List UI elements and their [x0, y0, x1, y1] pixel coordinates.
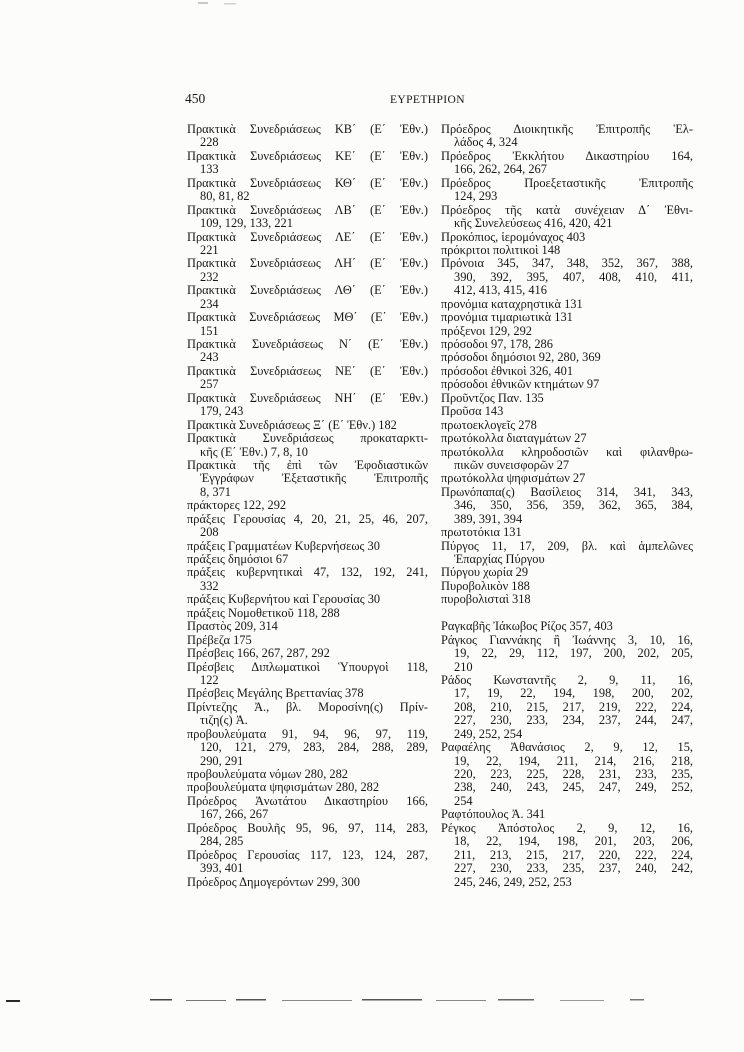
- entry-heading-line: Πρακτικὰ Συνεδριάσεως προκαταρκτι-: [187, 431, 428, 446]
- entry-continuation-line: λάδος 4, 324: [454, 135, 518, 150]
- entry-continuation-line: 389, 391, 394: [454, 511, 523, 526]
- index-section: [441, 620, 693, 889]
- entry-continuation-line: 412, 413, 415, 416: [454, 283, 547, 298]
- entry-heading-line: Πρόεδρος Ἐκκλήτου Δικαστηρίου 164,: [441, 148, 693, 163]
- entry-continuation-line: 133: [200, 162, 219, 177]
- index-entry: [441, 526, 693, 539]
- index-entry: [187, 540, 428, 553]
- entry-heading-line: Πύργου χωρία 29: [441, 565, 529, 580]
- entry-heading-line: Πρίντεζης Ἀ., βλ. Μοροσίνη(ς) Πρίν-: [187, 699, 428, 714]
- entry-continuation-line: 290, 291: [200, 753, 244, 768]
- entry-continuation-line: 151: [200, 323, 219, 338]
- index-section: [441, 123, 693, 607]
- entry-heading-line: πράξεις κυβερνητικαὶ 47, 132, 192, 241,: [187, 565, 428, 580]
- index-entry: [441, 392, 693, 405]
- entry-continuation-line: 208: [200, 525, 219, 540]
- index-entry: [441, 674, 693, 741]
- entry-heading-line: προβουλεύματα νόμων 280, 282: [187, 767, 348, 781]
- index-entry: [187, 392, 428, 419]
- entry-continuation-line: 211, 213, 215, 217, 220, 222, 224,: [454, 847, 693, 862]
- entry-heading-line: Πρακτικὰ Συνεδριάσεως ΛΕ΄ (Ε΄ Ἐθν.): [187, 229, 428, 244]
- index-entry: [187, 123, 428, 150]
- index-entry: [187, 634, 428, 647]
- entry-continuation-line: 19, 22, 194, 211, 214, 216, 218,: [454, 753, 693, 768]
- entry-heading-line: Πρόεδρος Διοικητικῆς Ἐπιτροπῆς Ἑλ-: [441, 122, 693, 136]
- index-entry: [187, 795, 428, 822]
- entry-continuation-line: 228: [200, 135, 219, 150]
- entry-heading-line: προνόμια καταχρηστικὰ 131: [441, 296, 583, 311]
- entry-heading-line: πρωτοτόκια 131: [441, 525, 522, 540]
- index-entry: [187, 822, 428, 849]
- index-entry: [187, 204, 428, 231]
- index-section: [187, 123, 428, 889]
- index-entry: [187, 647, 428, 660]
- index-entry: [187, 607, 428, 620]
- index-entry: [187, 177, 428, 204]
- entry-heading-line: πρόσοδοι ἐθνικῶν κτημάτων 97: [441, 377, 600, 392]
- entry-continuation-line: 17, 19, 22, 194, 198, 200, 202,: [454, 686, 693, 701]
- entry-continuation-line: 167, 266, 267: [200, 807, 269, 822]
- entry-heading-line: Προῦσα 143: [441, 404, 504, 419]
- entry-continuation-line: 238, 240, 243, 245, 247, 249, 252,: [454, 780, 693, 795]
- entry-heading-line: Ράγκος Γιαννάκης ἢ Ἰωάννης 3, 10, 16,: [441, 632, 693, 647]
- entry-heading-line: προβουλεύματα ψηφισμάτων 280, 282: [187, 780, 380, 795]
- index-entry: [187, 338, 428, 365]
- index-entry: [441, 231, 693, 244]
- entry-heading-line: Πρόεδρος τῆς κατὰ συνέχειαν Δ΄ Ἐθνι-: [441, 202, 693, 217]
- entry-heading-line: Πρακτικὰ Συνεδριάσεως ΚΕ΄ (Ε΄ Ἐθν.): [187, 148, 428, 163]
- entry-continuation-line: 220, 223, 225, 228, 231, 233, 235,: [454, 767, 693, 781]
- index-entry: [187, 231, 428, 258]
- entry-heading-line: πρωτόκολλα διαταγμάτων 27: [441, 431, 587, 446]
- entry-heading-line: Πρέσβεις Διπλωματικοὶ Ὑπουργοὶ 118,: [187, 659, 428, 674]
- index-entry: [441, 257, 693, 297]
- entry-continuation-line: 109, 129, 133, 221: [200, 216, 293, 231]
- index-entry: [441, 446, 693, 473]
- entry-continuation-line: 227, 230, 233, 234, 237, 244, 247,: [454, 713, 693, 728]
- index-entry: [187, 566, 428, 593]
- index-entry: [441, 472, 693, 485]
- entry-heading-line: Πρόεδρος Βουλῆς 95, 96, 97, 114, 283,: [187, 820, 428, 835]
- entry-heading-line: Πρέσβεις 166, 267, 287, 292: [187, 646, 330, 661]
- entry-heading-line: Πρόνοια 345, 347, 348, 352, 367, 388,: [441, 256, 693, 271]
- entry-heading-line: Προκόπιος, ἱερομόναχος 403: [441, 229, 586, 244]
- entry-continuation-line: 243: [200, 350, 219, 365]
- index-entry: [441, 177, 693, 204]
- entry-heading-line: πρωτόκολλα κληροδοσιῶν καὶ φιλανθρω-: [441, 444, 693, 459]
- entry-continuation-line: 124, 293: [454, 189, 498, 204]
- index-entry: [187, 284, 428, 311]
- index-entry: [441, 808, 693, 821]
- index-entry: [187, 593, 428, 606]
- entry-continuation-line: πικῶν συνεισφορῶν 27: [454, 457, 570, 472]
- entry-continuation-line: τιζη(ς) Ἀ.: [200, 713, 248, 728]
- index-entry: [441, 298, 693, 311]
- index-column-right: [441, 123, 693, 889]
- entry-heading-line: Πρωνόπαπα(ς) Βασίλειος 314, 341, 343,: [441, 484, 693, 499]
- entry-continuation-line: 332: [200, 578, 219, 593]
- entry-heading-line: πρωτοεκλογεῖς 278: [441, 417, 537, 432]
- entry-heading-line: πρωτόκολλα ψηφισμάτων 27: [441, 471, 586, 486]
- index-entry: [187, 311, 428, 338]
- index-entry: [187, 768, 428, 781]
- entry-heading-line: Ραφαέλης Ἀθανάσιος 2, 9, 12, 15,: [441, 740, 693, 755]
- index-entry: [441, 365, 693, 378]
- entry-heading-line: Ρέγκος Ἀπόστολος 2, 9, 12, 16,: [441, 820, 693, 835]
- entry-continuation-line: 257: [200, 377, 219, 392]
- entry-heading-line: Πρακτικὰ Συνεδριάσεως ΛΘ΄ (Ε΄ Ἐθν.): [187, 283, 428, 298]
- entry-continuation-line: 120, 121, 279, 283, 284, 288, 289,: [200, 740, 428, 755]
- index-entry: [187, 513, 428, 540]
- entry-heading-line: Ραγκαβῆς Ἰάκωβος Ρίζος 357, 403: [441, 619, 613, 634]
- index-entry: [441, 620, 693, 633]
- index-entry: [441, 123, 693, 150]
- index-entry: [441, 150, 693, 177]
- entry-continuation-line: 19, 22, 29, 112, 197, 200, 202, 205,: [454, 646, 693, 661]
- entry-continuation-line: 249, 252, 254: [454, 726, 523, 741]
- entry-heading-line: πράξεις Κυβερνήτου καὶ Γερουσίας 30: [187, 592, 381, 607]
- entry-heading-line: Πρακτικὰ Συνεδριάσεως Ξ΄ (Ε΄ Ἐθν.) 182: [187, 417, 397, 432]
- entry-continuation-line: 234: [200, 296, 219, 311]
- entry-continuation-line: 210: [454, 659, 473, 674]
- entry-continuation-line: κῆς (Ε΄ Ἐθν.) 7, 8, 10: [200, 444, 308, 459]
- entry-heading-line: Ραφτόπουλος Ἀ. 341: [441, 807, 546, 822]
- index-entry: [441, 351, 693, 364]
- entry-heading-line: Πρακτικὰ Συνεδριάσεως ΛΗ΄ (Ε΄ Ἐθν.): [187, 256, 428, 271]
- entry-continuation-line: 80, 81, 82: [200, 189, 250, 204]
- index-entry: [187, 781, 428, 794]
- index-entry: [187, 419, 428, 432]
- running-head: ΕΥΡΕΤΗΡΙΟΝ: [390, 94, 465, 106]
- entry-heading-line: προβουλεύματα 91, 94, 96, 97, 119,: [187, 726, 428, 741]
- entry-heading-line: πράξεις δημόσιοι 67: [187, 552, 289, 566]
- entry-heading-line: Πρακτικὰ Συνεδριάσεως ΚΒ΄ (Ε΄ Ἐθν.): [187, 122, 428, 136]
- index-entry: [187, 620, 428, 633]
- entry-heading-line: πυροβολισταὶ 318: [441, 592, 531, 607]
- entry-continuation-line: Ἐγγράφων Ἐξεταστικῆς Ἐπιτροπῆς: [200, 471, 428, 486]
- entry-continuation-line: Ἐπαρχίας Πύργου: [454, 552, 545, 566]
- entry-heading-line: πράξεις Νομοθετικοῦ 118, 288: [187, 605, 340, 620]
- index-entry: [441, 486, 693, 526]
- index-entry: [441, 540, 693, 567]
- index-entry: [441, 432, 693, 445]
- entry-heading-line: Πρακτικὰ Συνεδριάσεως ΝΕ΄ (Ε΄ Ἐθν.): [187, 363, 428, 378]
- index-entry: [441, 634, 693, 674]
- entry-continuation-line: 346, 350, 356, 359, 362, 365, 384,: [454, 498, 693, 513]
- entry-heading-line: Πρέσβεις Μεγάλης Βρεττανίας 378: [187, 686, 364, 701]
- scan-edge-artifact-top: [0, 0, 744, 8]
- index-entry: [441, 311, 693, 324]
- index-entry: [441, 741, 693, 808]
- index-entry: [441, 204, 693, 231]
- index-entry: [441, 566, 693, 579]
- entry-continuation-line: 254: [454, 793, 473, 808]
- index-entry: [187, 876, 428, 889]
- index-entry: [441, 378, 693, 391]
- index-entry: [187, 849, 428, 876]
- index-entry: [441, 822, 693, 889]
- entry-continuation-line: 221: [200, 242, 219, 257]
- index-entry: [187, 257, 428, 284]
- page-number: 450: [185, 91, 206, 106]
- entry-continuation-line: 390, 392, 395, 407, 408, 410, 411,: [454, 269, 693, 284]
- entry-continuation-line: 208, 210, 215, 217, 219, 222, 224,: [454, 699, 693, 714]
- entry-heading-line: Πρακτικὰ τῆς ἐπὶ τῶν Ἐφοδιαστικῶν: [187, 457, 428, 472]
- entry-heading-line: πράκτορες 122, 292: [187, 498, 287, 513]
- index-entry: [441, 244, 693, 257]
- entry-heading-line: Πρόεδρος Δημογερόντων 299, 300: [187, 874, 361, 889]
- entry-continuation-line: 179, 243: [200, 404, 244, 419]
- index-entry: [187, 687, 428, 700]
- entry-continuation-line: 245, 246, 249, 252, 253: [454, 874, 572, 889]
- entry-heading-line: πράξεις Γραμματέων Κυβερνήσεως 30: [187, 538, 380, 553]
- index-entry: [187, 701, 428, 728]
- entry-heading-line: Πρόεδρος Γερουσίας 117, 123, 124, 287,: [187, 847, 428, 862]
- index-entry: [187, 499, 428, 512]
- index-entry: [441, 419, 693, 432]
- entry-continuation-line: 284, 285: [200, 834, 244, 849]
- index-entry: [441, 325, 693, 338]
- entry-continuation-line: 122: [200, 672, 219, 687]
- entry-heading-line: πρόκριτοι πολιτικοὶ 148: [441, 242, 561, 257]
- entry-heading-line: Πύργος 11, 17, 209, βλ. καὶ ἀμπελῶνες: [441, 538, 693, 553]
- entry-heading-line: Πρόεδρος Ἀνωτάτου Δικαστηρίου 166,: [187, 793, 428, 808]
- index-entry: [187, 150, 428, 177]
- index-entry: [187, 432, 428, 459]
- entry-continuation-line: κῆς Συνελεύσεως 416, 420, 421: [454, 216, 613, 231]
- entry-heading-line: Προῦντζος Παν. 135: [441, 390, 544, 405]
- index-entry: [187, 728, 428, 768]
- entry-heading-line: πρόξενοι 129, 292: [441, 323, 532, 338]
- index-column-left: [187, 123, 428, 889]
- entry-heading-line: Ράδος Κωνσταντῆς 2, 9, 11, 16,: [441, 672, 693, 687]
- index-entry: [187, 661, 428, 688]
- entry-continuation-line: 8, 371: [200, 484, 231, 499]
- entry-continuation-line: 166, 262, 264, 267: [454, 162, 547, 177]
- entry-continuation-line: 18, 22, 194, 198, 201, 203, 206,: [454, 834, 693, 849]
- index-entry: [187, 365, 428, 392]
- entry-heading-line: Πρέβεζα 175: [187, 632, 252, 647]
- scan-edge-artifact-bottom: [0, 992, 744, 1008]
- entry-heading-line: προνόμια τιμαριωτικὰ 131: [441, 310, 573, 325]
- entry-heading-line: Πρακτικὰ Συνεδριάσεως ΚΘ΄ (Ε΄ Ἐθν.): [187, 175, 428, 190]
- index-entry: [441, 580, 693, 593]
- entry-continuation-line: 232: [200, 269, 219, 284]
- entry-heading-line: Πρακτικὰ Συνεδριάσεως ΛΒ΄ (Ε΄ Ἐθν.): [187, 202, 428, 217]
- index-entry: [441, 338, 693, 351]
- entry-heading-line: πρόσοδοι ἐθνικοὶ 326, 401: [441, 363, 574, 378]
- entry-heading-line: πράξεις Γερουσίας 4, 20, 21, 25, 46, 207,: [187, 511, 428, 526]
- index-entry: [187, 553, 428, 566]
- entry-heading-line: πρόσοδοι δημόσιοι 92, 280, 369: [441, 350, 601, 365]
- entry-heading-line: Πυροβολικὸν 188: [441, 578, 530, 593]
- index-entry: [441, 405, 693, 418]
- index-entry: [441, 593, 693, 606]
- entry-heading-line: Πρακτικὰ Συνεδριάσεως Ν΄ (Ε΄ Ἐθν.): [187, 337, 428, 351]
- entry-continuation-line: 393, 401: [200, 861, 244, 876]
- index-entry: [187, 459, 428, 499]
- entry-heading-line: Πραστὸς 209, 314: [187, 619, 278, 634]
- entry-heading-line: Πρακτικὰ Συνεδριάσεως ΜΘ΄ (Ε΄ Ἐθν.): [187, 310, 428, 325]
- entry-heading-line: Πρόεδρος Προεξεταστικῆς Ἐπιτροπῆς: [441, 175, 693, 190]
- entry-continuation-line: 227, 230, 233, 235, 237, 240, 242,: [454, 861, 693, 876]
- entry-heading-line: Πρακτικὰ Συνεδριάσεως ΝΗ΄ (Ε΄ Ἐθν.): [187, 390, 428, 405]
- entry-heading-line: πρόσοδοι 97, 178, 286: [441, 337, 553, 351]
